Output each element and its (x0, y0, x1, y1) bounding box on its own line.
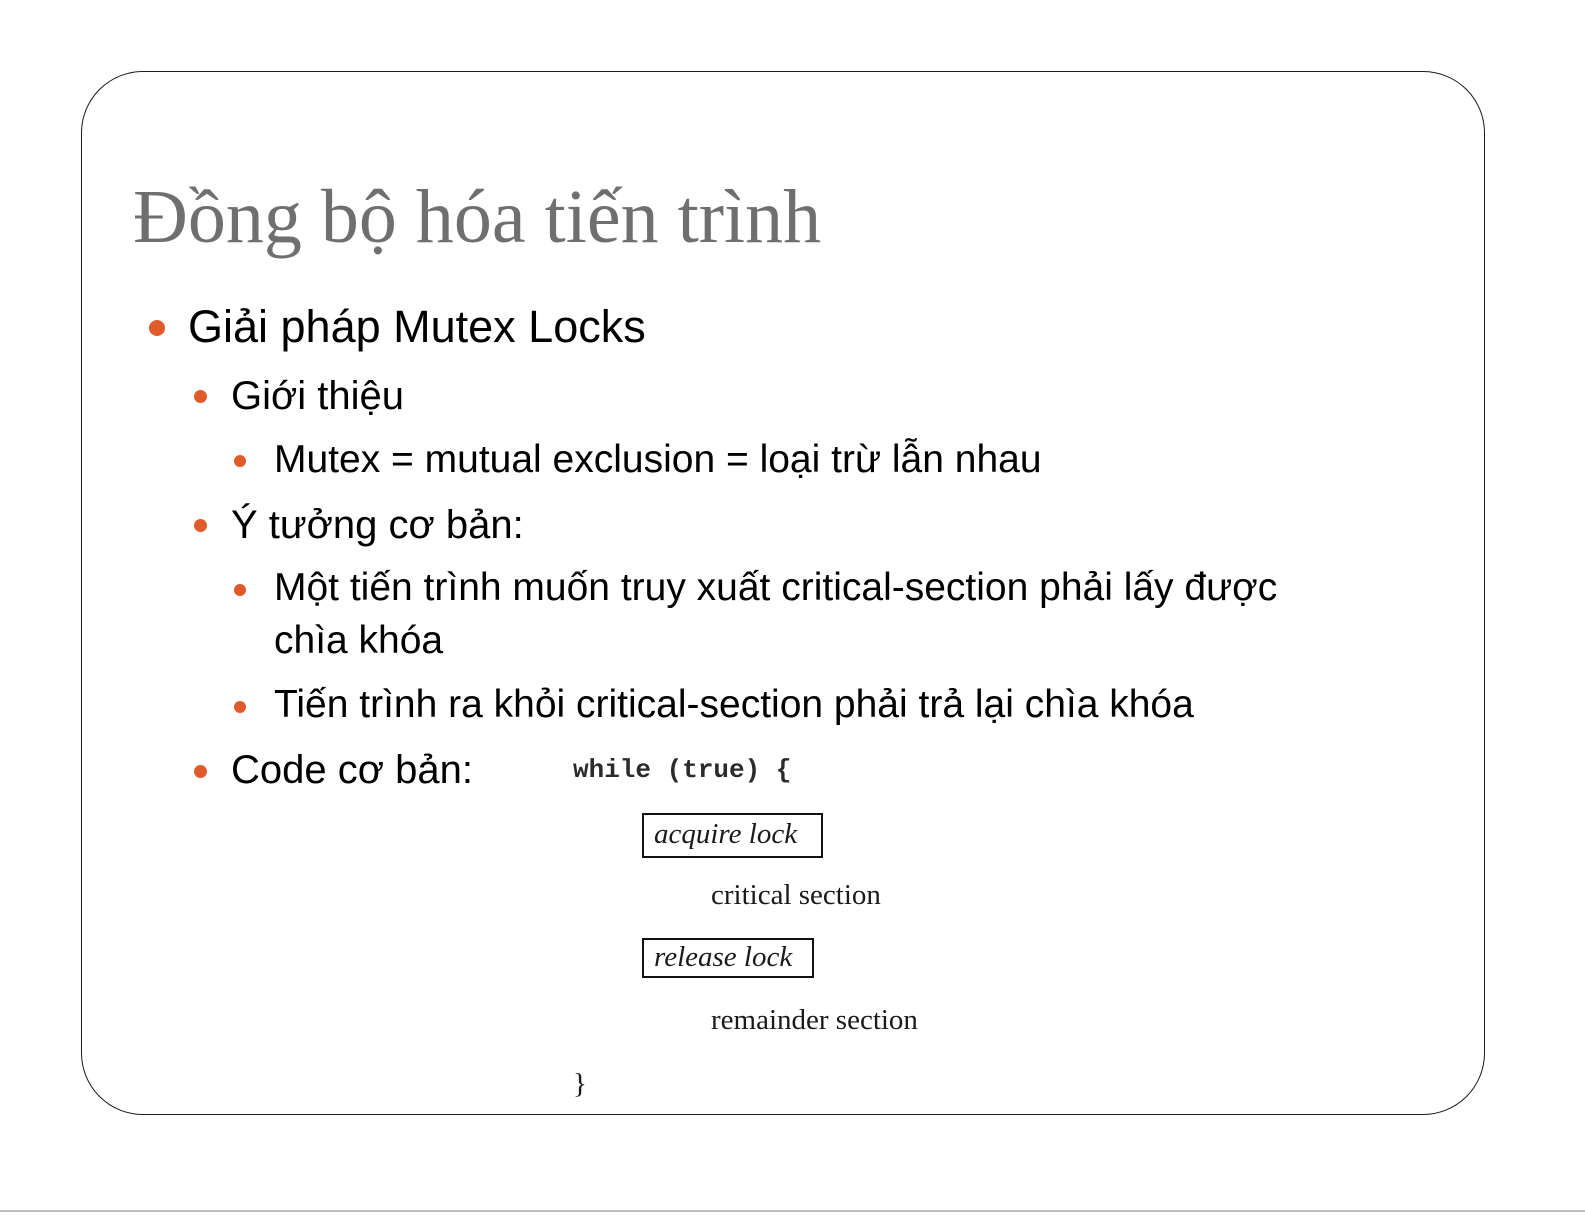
bullet-dot (194, 390, 207, 403)
code-close-brace: } (573, 1068, 587, 1100)
bullet-dot (234, 701, 246, 713)
slide-title: Đồng bộ hóa tiến trình (133, 175, 822, 259)
bullet-acquire-key-line2: chìa khóa (274, 619, 444, 662)
release-lock-box: release lock (642, 938, 814, 978)
code-remainder-section: remainder section (711, 1004, 918, 1036)
bullet-gioi-thieu: Giới thiệu (231, 374, 404, 418)
bullet-acquire-key-line1: Một tiến trình muốn truy xuất critical-section phải lấy được (274, 566, 1278, 609)
bullet-dot (194, 765, 207, 778)
bullet-y-tuong: Ý tưởng cơ bản: (231, 503, 524, 547)
code-while-line: while (true) { (573, 755, 792, 785)
code-critical-section: critical section (711, 879, 881, 911)
bullet-dot (234, 584, 246, 596)
bullet-code-co-ban: Code cơ bản: (231, 748, 473, 792)
acquire-lock-box: acquire lock (642, 813, 823, 858)
bottom-divider (0, 1210, 1585, 1212)
bullet-dot (234, 455, 246, 467)
bullet-mutex-locks: Giải pháp Mutex Locks (188, 301, 646, 352)
bullet-mutex-definition: Mutex = mutual exclusion = loại trừ lẫn nhau (274, 438, 1042, 481)
bullet-dot (149, 320, 165, 336)
bullet-dot (194, 519, 207, 532)
bullet-release-key: Tiến trình ra khỏi critical-section phải trả lại chìa khóa (274, 683, 1194, 726)
